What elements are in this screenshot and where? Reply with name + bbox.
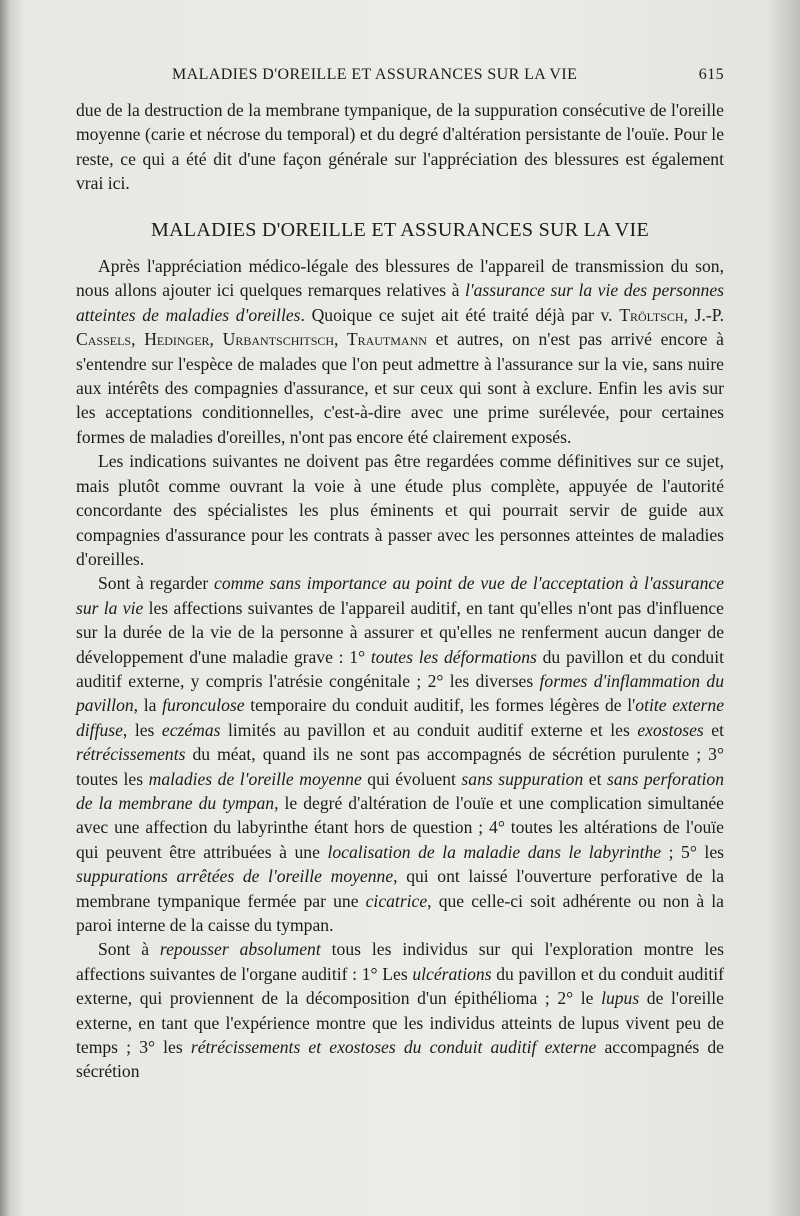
text-span: du méat, quand ils ne sont pas accompagnés de sécrétion purulente ; 3° toutes les [76, 744, 724, 789]
author-names: Tröltsch, J.-P. Cassels, Hedinger, Urbantschitsch, Trautmann [76, 304, 725, 350]
italic-span: repousser absolument [159, 939, 321, 960]
italic-span: comme sans importance au point de vue de l'acceptation à l'assurance sur la vie [76, 573, 725, 618]
italic-span: toutes les déformations [370, 646, 537, 667]
italic-span: cicatrice [365, 890, 428, 911]
italic-span: sans suppuration [461, 768, 584, 789]
text-span: temporaire du conduit auditif, les formes légères de l' [244, 695, 636, 716]
text-span: Sont à [98, 939, 160, 960]
text-span: Après l'appréciation médico-légale des blessures de l'appareil de transmission du son, nous allons ajouter ici quelques remarques relatives à [76, 256, 724, 301]
text-span: , qui ont laissé l'ouverture perforative de la membrane tympanique fermée par une [76, 866, 724, 911]
paragraph-intro [76, 254, 724, 449]
italic-span: maladies de l'oreille moyenne [148, 768, 362, 789]
text-span: , la [133, 695, 163, 716]
body-text [76, 98, 724, 1084]
running-header [76, 66, 724, 88]
italic-span: suppurations arrêtées de l'oreille moyenne [76, 866, 394, 887]
italic-span: rétrécissements et exostoses du conduit auditif externe [190, 1037, 597, 1058]
italic-span: formes d'inflammation du pavillon [76, 670, 724, 716]
text-span: , le degré d'altération de l'ouïe et une complication simultanée avec une affection du labyrinthe étant hors de question ; 4° toutes les altérations de l'ouïe qui peuvent être attribuées à une [76, 792, 724, 862]
italic-span: rétrécissements [76, 744, 186, 765]
text-span: et [703, 719, 724, 740]
italic-span: otite externe diffuse [76, 695, 724, 740]
paragraph-indications: Les indications suivantes ne doivent pas être regardées comme définitives sur ce sujet, mais plutôt comme ouvrant la voie à une étude plus complète, appuyée de l'autorité concordante des spécialistes les plus éminents et qui pourrait servir de guide aux compagnies d'assurance pour les contrats à passer avec les personnes atteintes de maladies d'oreilles. [76, 451, 724, 569]
text-span: ; 5° les [661, 841, 724, 862]
text-span: , les [122, 719, 162, 740]
text-span: tous les individus sur qui l'exploration montre les affections suivantes de l'organe auditif : 1° Les [76, 939, 725, 984]
text-span: et autres, on n'est pas arrivé encore à s'entendre sur l'espèce de malades que l'on peut admettre à l'assurance sur la vie, sans nuire aux intérêts des compagnies d'assurance, et sur ceux qui sont à exclure. Enfin les avis sur les acceptations conditionnelles, c'est-à-dire avec une prime surélevée, pour certaines formes de maladies d'oreilles, n'ont pas encore été clairement exposés. [76, 329, 724, 447]
paragraph-continuation: due de la destruction de la membrane tympanique, de la suppuration consécutive de l'oreille moyenne (carie et nécrose du temporal) et du degré d'altération persistante de l'ouïe. Pour le reste, ce qui a été dit d'une façon générale sur l'appréciation des blessures est également vrai ici. [76, 100, 724, 194]
italic-span: eczémas [161, 719, 221, 740]
text-span: limités au pavillon et au conduit auditif externe et les [220, 719, 638, 740]
italic-span: sans perforation de la membrane du tympan [76, 768, 724, 813]
italic-span: l'assurance sur la vie des personnes atteintes de maladies d'oreilles [76, 280, 724, 325]
page-number: 615 [698, 66, 724, 83]
text-span: du pavillon et du conduit auditif externe, qui proviennent de la décomposition d'un épithélioma ; 2° le [76, 963, 724, 1009]
text-span: accompagnés de sécrétion [76, 1037, 724, 1082]
italic-span: furonculose [162, 695, 245, 716]
text-span: du pavillon et du conduit auditif externe, y compris l'atrésie congénitale ; 2° les diverses [76, 646, 724, 691]
section-heading: MALADIES D'OREILLE ET ASSURANCES SUR LA VIE [150, 218, 650, 241]
text-span: Sont à regarder [98, 573, 215, 594]
text-span: , que celle-ci soit adhérente ou non à la paroi interne de la caisse du tympan. [76, 890, 724, 935]
paragraph-reject [76, 937, 724, 1083]
italic-span: lupus [601, 988, 640, 1009]
text-span: et [583, 768, 608, 789]
italic-span: exostoses [637, 719, 704, 740]
text-span: qui évoluent [361, 768, 462, 789]
italic-span: ulcérations [412, 963, 492, 984]
text-span: . Quoique ce sujet ait été traité déjà par v. [300, 304, 620, 325]
italic-span: localisation de la maladie dans le labyrinthe [327, 841, 662, 862]
text-span: les affections suivantes de l'appareil auditif, en tant qu'elles n'ont pas d'influence sur la durée de la vie de la personne à assurer et qu'elles ne renferment aucun danger de développement d'une maladie grave : 1° [76, 597, 724, 667]
paragraph-acceptable [76, 571, 724, 937]
text-span: de l'oreille externe, en tant que l'expérience montre que les individus atteints de lupus vivent peu de temps ; 3° les [76, 988, 724, 1058]
running-title: MALADIES D'OREILLE ET ASSURANCES SUR LA VIE [172, 66, 578, 83]
